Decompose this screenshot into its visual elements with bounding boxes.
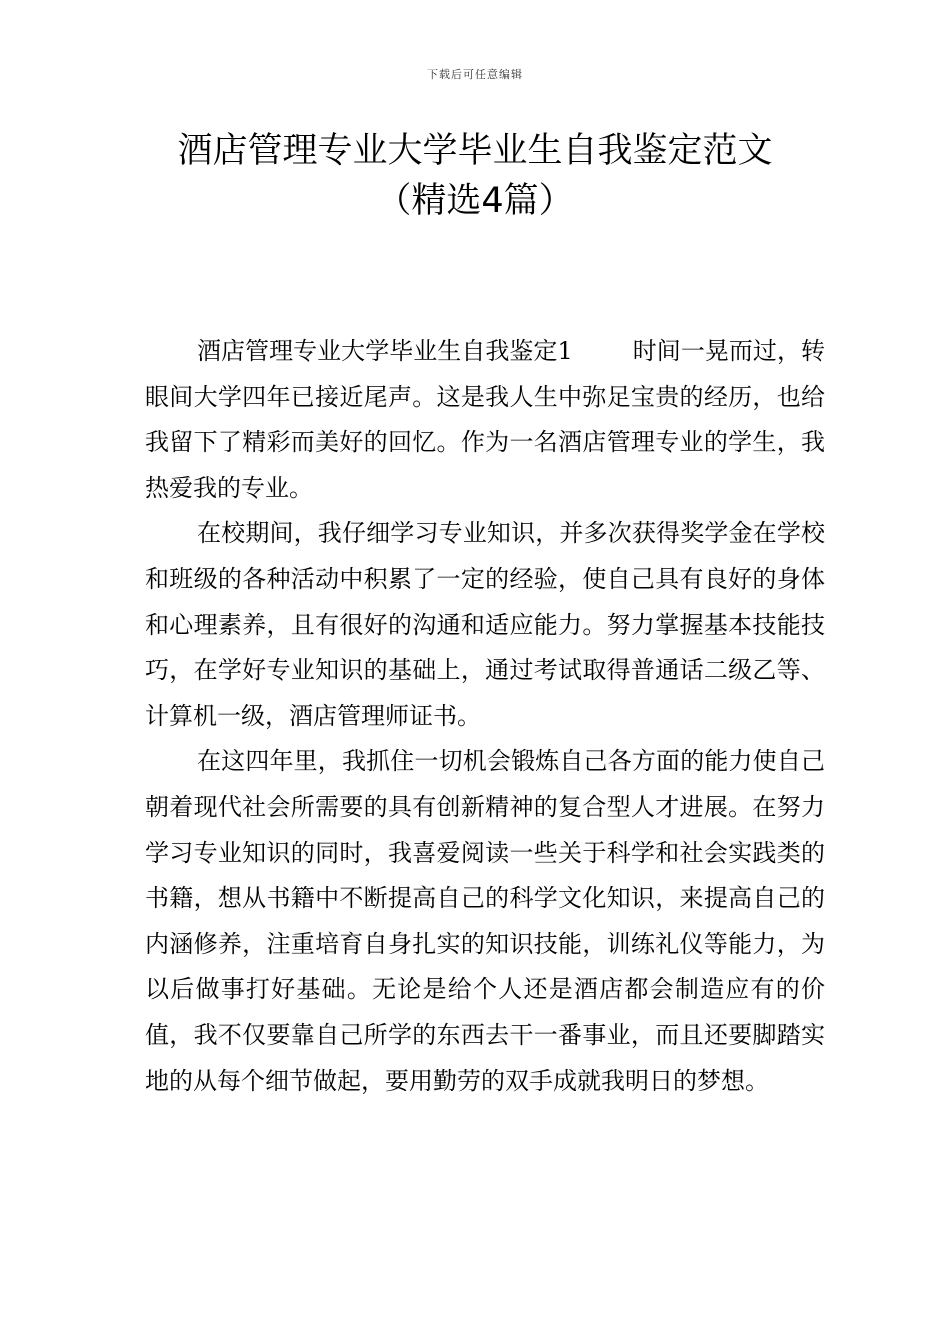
document-body (145, 329, 825, 1104)
paragraph-3: 在这四年里，我抓住一切机会锻炼自己各方面的能力使自己朝着现代社会所需要的具有创新精神的复合型人才进展。在努力学习专业知识的同时，我喜爱阅读一些关于科学和社会实践类的书籍，想从书籍中不断提高自己的科学文化知识，来提高自己的内涵修养，注重培育自身扎实的知识技能，训练礼仪等能力，为以后做事打好基础。无论是给个人还是酒店都会制造应有的价值，我不仅要靠自己所学的东西去干一番事业，而且还要脚踏实地的从每个细节做起，要用勤劳的双手成就我明日的梦想。 (145, 747, 825, 1095)
paragraph-1-text: 时间一晃而过，转眼间大学四年已接近尾声。这是我人生中弥足宝贵的经历，也给我留下了精彩而美好的回忆。作为一名酒店管理专业的学生，我热爱我的专业。 (145, 337, 825, 502)
section-heading: 酒店管理专业大学毕业生自我鉴定1 (197, 337, 573, 365)
paragraph-2: 在校期间，我仔细学习专业知识，并多次获得奖学金在学校和班级的各种活动中积累了一定的经验，使自己具有良好的身体和心理素养，且有很好的沟通和适应能力。努力掌握基本技能技巧，在学好专业知识的基础上，通过考试取得普通话二级乙等、计算机一级，酒店管理师证书。 (145, 519, 825, 730)
title-line-1: 酒店管理专业大学毕业生自我鉴定范文 (177, 131, 773, 171)
header-note: 下载后可任意编辑 (427, 68, 523, 81)
paragraph-1 (145, 329, 825, 511)
document-title (80, 126, 870, 226)
title-line-2: （精选4篇） (376, 181, 574, 221)
